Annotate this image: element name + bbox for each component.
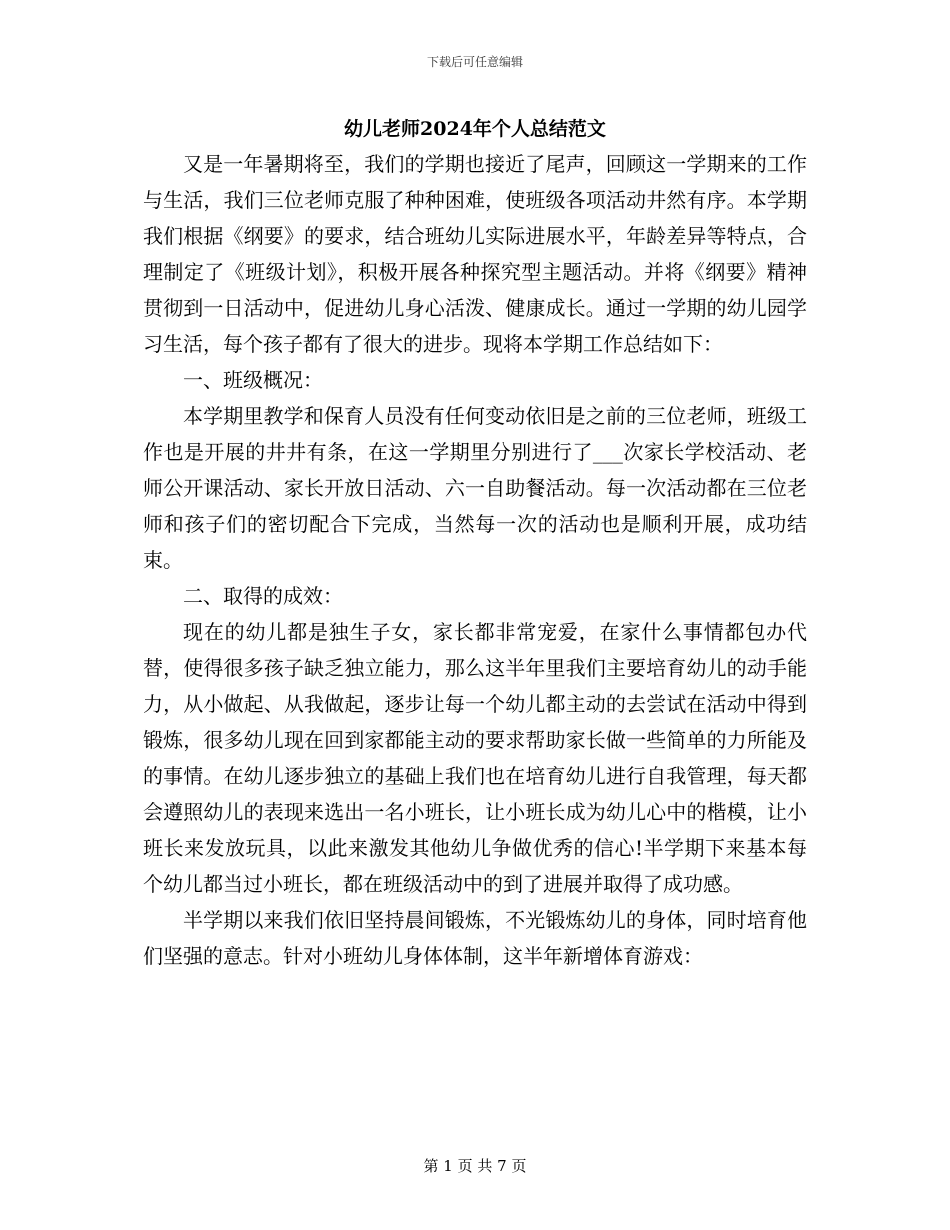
page-number: 第 1 页 共 7 页 [423, 1157, 527, 1175]
document-body [143, 146, 807, 974]
paragraph-class-overview: 本学期里教学和保育人员没有任何变动依旧是之前的三位老师，班级工作也是开展的井井有条，在这一学期里分别进行了___次家长学校活动、老师公开课活动、家长开放日活动、六一自助餐活动。每一次活动都在三位老师和孩子们的密切配合下完成，当然每一次的活动也是顺利开展，成功结束。 [143, 404, 807, 572]
section-heading-achievements: 二、取得的成效： [183, 584, 343, 608]
paragraph-achievements: 现在的幼儿都是独生子女，家长都非常宠爱，在家什么事情都包办代替，使得很多孩子缺乏独立能力，那么这半年里我们主要培育幼儿的动手能力，从小做起、从我做起，逐步让每一个幼儿都主动的去尝试在活动中得到锻炼，很多幼儿现在回到家都能主动的要求帮助家长做一些简单的力所能及的事情。在幼儿逐步独立的基础上我们也在培育幼儿进行自我管理，每天都会遵照幼儿的表现来选出一名小班长，让小班长成为幼儿心中的楷模，让小班长来发放玩具，以此来激发其他幼儿争做优秀的信心!半学期下来基本每个幼儿都当过小班长，都在班级活动中的到了进展并取得了成功感。 [143, 620, 807, 896]
document-title: 幼儿老师2024年个人总结范文 [344, 118, 606, 140]
paragraph-morning-exercise: 半学期以来我们依旧坚持晨间锻炼，不光锻炼幼儿的身体，同时培育他们坚强的意志。针对小班幼儿身体体制，这半年新增体育游戏： [143, 908, 807, 968]
paragraph-intro: 又是一年暑期将至，我们的学期也接近了尾声，回顾这一学期来的工作与生活，我们三位老师克服了种种困难，使班级各项活动井然有序。本学期我们根据《纲要》的要求，结合班幼儿实际进展水平，年龄差异等特点，合理制定了《班级计划》，积极开展各种探究型主题活动。并将《纲要》精神贯彻到一日活动中，促进幼儿身心活泼、健康成长。通过一学期的幼儿园学习生活，每个孩子都有了很大的进步。现将本学期工作总结如下： [143, 152, 807, 356]
header-note: 下载后可任意编辑 [426, 55, 523, 69]
section-heading-class-overview: 一、班级概况： [183, 368, 323, 392]
